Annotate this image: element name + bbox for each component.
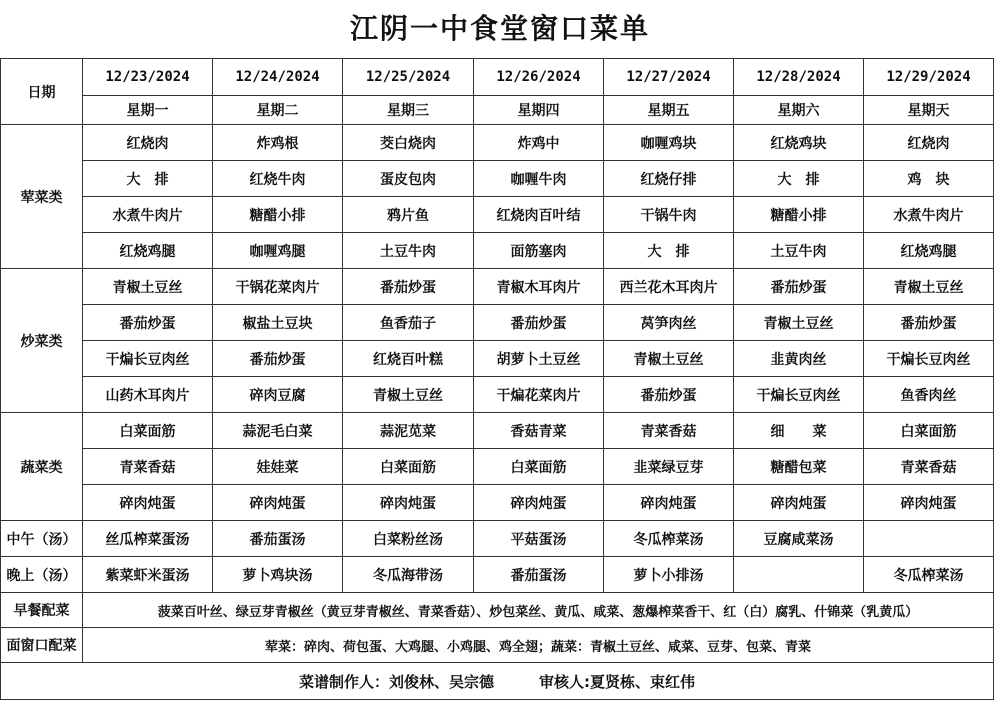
dish-cell: 干锅花菜肉片 [213, 269, 343, 305]
category-label: 荤菜类 [1, 125, 83, 269]
menu-table [0, 58, 994, 700]
dish-row [1, 305, 994, 341]
dish-cell: 韭黄肉丝 [734, 341, 864, 377]
date-cell: 12/23/2024 [83, 59, 213, 96]
dish-cell: 鸡 块 [864, 161, 994, 197]
dish-cell: 碎肉炖蛋 [474, 485, 604, 521]
dish-cell: 红烧肉 [83, 125, 213, 161]
dish-cell: 红烧肉百叶结 [474, 197, 604, 233]
dish-cell: 面筋塞肉 [474, 233, 604, 269]
dish-cell: 山药木耳肉片 [83, 377, 213, 413]
dish-row [1, 269, 994, 305]
dish-cell: 干煸花菜肉片 [474, 377, 604, 413]
soup-cell: 丝瓜榨菜蛋汤 [83, 521, 213, 557]
dish-cell: 番茄炒蛋 [734, 269, 864, 305]
weekday-cell: 星期天 [864, 96, 994, 125]
breakfast-label: 早餐配菜 [1, 593, 83, 628]
dish-cell: 韭菜绿豆芽 [604, 449, 734, 485]
dish-cell: 番茄炒蛋 [343, 269, 474, 305]
soup-cell: 紫菜虾米蛋汤 [83, 557, 213, 593]
dish-cell: 青椒土豆丝 [864, 269, 994, 305]
date-label: 日期 [1, 59, 83, 125]
dish-cell: 碎肉豆腐 [213, 377, 343, 413]
noodle-row [1, 628, 994, 663]
dish-cell: 干煸长豆肉丝 [734, 377, 864, 413]
dish-cell: 白菜面筋 [474, 449, 604, 485]
date-cell: 12/29/2024 [864, 59, 994, 96]
soup-cell: 萝卜鸡块汤 [213, 557, 343, 593]
dish-row [1, 485, 994, 521]
dish-cell: 香菇青菜 [474, 413, 604, 449]
date-cell: 12/28/2024 [734, 59, 864, 96]
dish-cell: 红烧百叶糕 [343, 341, 474, 377]
dish-cell: 细 菜 [734, 413, 864, 449]
dish-cell: 蒜泥毛白菜 [213, 413, 343, 449]
category-label: 蔬菜类 [1, 413, 83, 521]
dish-row [1, 233, 994, 269]
soup-cell: 冬瓜榨菜汤 [864, 557, 994, 593]
dish-cell: 咖喱鸡块 [604, 125, 734, 161]
dish-cell: 番茄炒蛋 [213, 341, 343, 377]
soup-cell: 冬瓜榨菜汤 [604, 521, 734, 557]
dish-row [1, 125, 994, 161]
dish-row [1, 413, 994, 449]
dish-cell: 白菜面筋 [864, 413, 994, 449]
dish-cell: 鱼香肉丝 [864, 377, 994, 413]
footer-text: 菜谱制作人：刘俊林、吴宗德 审核人:夏贤栋、束红伟 [1, 663, 994, 700]
dish-cell: 红烧牛肉 [213, 161, 343, 197]
dish-cell: 茭白烧肉 [343, 125, 474, 161]
breakfast-text: 菠菜百叶丝、绿豆芽青椒丝（黄豆芽青椒丝、青菜香菇）、炒包菜丝、黄瓜、咸菜、葱爆榨菜香干、红（白）腐乳、什锦菜（乳黄瓜） [83, 593, 994, 628]
dish-cell: 青椒木耳肉片 [474, 269, 604, 305]
soup-cell [734, 557, 864, 593]
soup-cell: 平菇蛋汤 [474, 521, 604, 557]
page-title: 江阴一中食堂窗口菜单 [349, 12, 650, 45]
weekday-cell: 星期二 [213, 96, 343, 125]
dish-cell: 干煸长豆肉丝 [864, 341, 994, 377]
dish-cell: 水煮牛肉片 [864, 197, 994, 233]
dish-cell: 大 排 [83, 161, 213, 197]
dish-cell: 红烧肉 [864, 125, 994, 161]
dish-row [1, 377, 994, 413]
dish-cell: 大 排 [734, 161, 864, 197]
dish-cell: 碎肉炖蛋 [83, 485, 213, 521]
footer-row [1, 663, 994, 700]
weekday-cell: 星期六 [734, 96, 864, 125]
dish-cell: 水煮牛肉片 [83, 197, 213, 233]
dish-cell: 碎肉炖蛋 [604, 485, 734, 521]
dish-row [1, 197, 994, 233]
soup-row [1, 521, 994, 557]
dish-cell: 土豆牛肉 [343, 233, 474, 269]
date-cell: 12/27/2024 [604, 59, 734, 96]
dish-cell: 鱼香茄子 [343, 305, 474, 341]
dish-cell: 白菜面筋 [343, 449, 474, 485]
breakfast-row [1, 593, 994, 628]
dish-cell: 番茄炒蛋 [474, 305, 604, 341]
date-cell: 12/26/2024 [474, 59, 604, 96]
dish-cell: 土豆牛肉 [734, 233, 864, 269]
date-cell: 12/24/2024 [213, 59, 343, 96]
soup-row [1, 557, 994, 593]
dish-cell: 莴笋肉丝 [604, 305, 734, 341]
dish-cell: 碎肉炖蛋 [864, 485, 994, 521]
dish-cell: 番茄炒蛋 [83, 305, 213, 341]
dish-cell: 娃娃菜 [213, 449, 343, 485]
dish-cell: 胡萝卜土豆丝 [474, 341, 604, 377]
soup-cell: 豆腐咸菜汤 [734, 521, 864, 557]
dish-cell: 青菜香菇 [864, 449, 994, 485]
dish-cell: 蛋皮包肉 [343, 161, 474, 197]
dish-cell: 大 排 [604, 233, 734, 269]
dish-cell: 咖喱鸡腿 [213, 233, 343, 269]
dish-row [1, 449, 994, 485]
dish-cell: 番茄炒蛋 [604, 377, 734, 413]
weekday-cell: 星期三 [343, 96, 474, 125]
dish-cell: 鸦片鱼 [343, 197, 474, 233]
weekday-cell: 星期四 [474, 96, 604, 125]
dish-cell: 炸鸡根 [213, 125, 343, 161]
dish-cell: 青菜香菇 [83, 449, 213, 485]
soup-cell: 番茄蛋汤 [213, 521, 343, 557]
noodle-text: 荤菜：碎肉、荷包蛋、大鸡腿、小鸡腿、鸡全翅；蔬菜：青椒土豆丝、咸菜、豆芽、包菜、青菜 [83, 628, 994, 663]
dish-row [1, 341, 994, 377]
noodle-label: 面窗口配菜 [1, 628, 83, 663]
dish-cell: 红烧鸡腿 [864, 233, 994, 269]
weekday-cell: 星期五 [604, 96, 734, 125]
dish-cell: 红烧仔排 [604, 161, 734, 197]
dish-cell: 糖醋包菜 [734, 449, 864, 485]
dish-cell: 咖喱牛肉 [474, 161, 604, 197]
dish-cell: 碎肉炖蛋 [213, 485, 343, 521]
soup-cell [864, 521, 994, 557]
dish-cell: 番茄炒蛋 [864, 305, 994, 341]
dish-cell: 西兰花木耳肉片 [604, 269, 734, 305]
dish-cell: 青椒土豆丝 [83, 269, 213, 305]
soup-label: 晚上（汤） [1, 557, 83, 593]
dish-cell: 干锅牛肉 [604, 197, 734, 233]
weekday-cell: 星期一 [83, 96, 213, 125]
dish-cell: 糖醋小排 [734, 197, 864, 233]
dish-cell: 碎肉炖蛋 [343, 485, 474, 521]
dish-cell: 青椒土豆丝 [604, 341, 734, 377]
dish-cell: 白菜面筋 [83, 413, 213, 449]
dish-cell: 碎肉炖蛋 [734, 485, 864, 521]
dish-cell: 干煸长豆肉丝 [83, 341, 213, 377]
soup-cell: 番茄蛋汤 [474, 557, 604, 593]
dish-row [1, 161, 994, 197]
date-row [1, 59, 994, 96]
dish-cell: 青椒土豆丝 [734, 305, 864, 341]
dish-cell: 红烧鸡腿 [83, 233, 213, 269]
category-label: 炒菜类 [1, 269, 83, 413]
dish-cell: 糖醋小排 [213, 197, 343, 233]
dish-cell: 红烧鸡块 [734, 125, 864, 161]
dish-cell: 青椒土豆丝 [343, 377, 474, 413]
soup-cell: 白菜粉丝汤 [343, 521, 474, 557]
dish-cell: 蒜泥苋菜 [343, 413, 474, 449]
dish-cell: 青菜香菇 [604, 413, 734, 449]
soup-label: 中午（汤） [1, 521, 83, 557]
weekday-row [1, 96, 994, 125]
soup-cell: 冬瓜海带汤 [343, 557, 474, 593]
date-cell: 12/25/2024 [343, 59, 474, 96]
dish-cell: 椒盐土豆块 [213, 305, 343, 341]
soup-cell: 萝卜小排汤 [604, 557, 734, 593]
dish-cell: 炸鸡中 [474, 125, 604, 161]
